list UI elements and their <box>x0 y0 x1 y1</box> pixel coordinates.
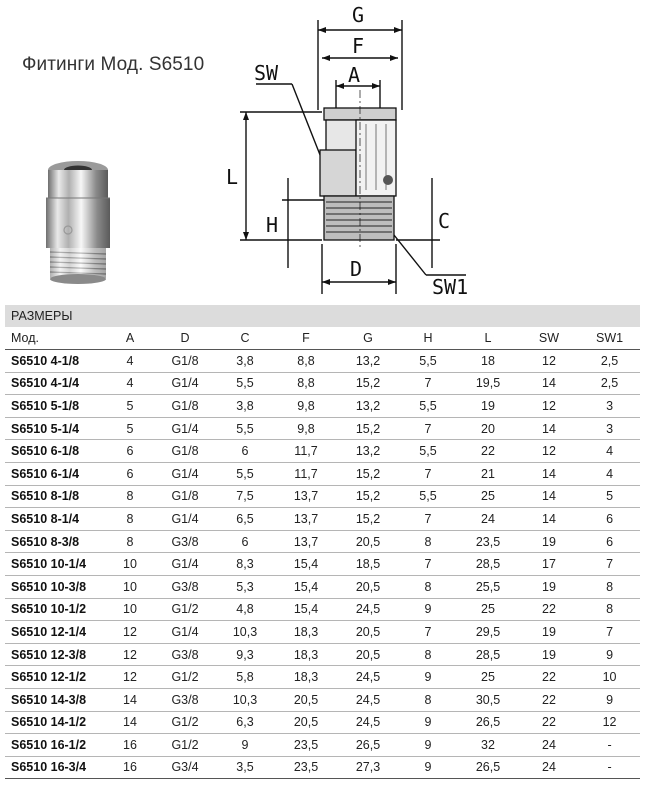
value-cell: 9 <box>399 711 457 734</box>
dim-label-f: F <box>352 34 365 58</box>
value-cell: 12 <box>519 440 579 463</box>
value-cell: 14 <box>519 372 579 395</box>
value-cell: 13,2 <box>337 440 399 463</box>
column-header: C <box>215 327 275 350</box>
value-cell: 10 <box>105 598 155 621</box>
value-cell: 15,4 <box>275 598 337 621</box>
model-cell: S6510 4-1/4 <box>5 372 105 395</box>
value-cell: 22 <box>519 711 579 734</box>
value-cell: 3,8 <box>215 395 275 418</box>
value-cell: 24 <box>519 756 579 779</box>
value-cell: 12 <box>519 395 579 418</box>
table-row <box>5 553 640 576</box>
value-cell: 12 <box>519 350 579 373</box>
value-cell: 5 <box>105 395 155 418</box>
value-cell: G3/4 <box>155 756 215 779</box>
value-cell: 6 <box>215 440 275 463</box>
value-cell: 26,5 <box>457 756 519 779</box>
value-cell: 9 <box>399 734 457 757</box>
value-cell: G1/4 <box>155 417 215 440</box>
value-cell: 6 <box>215 530 275 553</box>
value-cell: 22 <box>519 666 579 689</box>
value-cell: 6,3 <box>215 711 275 734</box>
value-cell: 13,7 <box>275 530 337 553</box>
value-cell: 19 <box>519 643 579 666</box>
value-cell: 10 <box>105 575 155 598</box>
value-cell: G1/4 <box>155 621 215 644</box>
value-cell: G1/2 <box>155 711 215 734</box>
value-cell: 11,7 <box>275 440 337 463</box>
value-cell: 24 <box>457 508 519 531</box>
value-cell: 13,7 <box>275 508 337 531</box>
value-cell: 8 <box>105 508 155 531</box>
value-cell: G1/8 <box>155 395 215 418</box>
value-cell: G3/8 <box>155 530 215 553</box>
value-cell: 5,5 <box>215 372 275 395</box>
table-row <box>5 395 640 418</box>
value-cell: 7 <box>399 372 457 395</box>
value-cell: 15,2 <box>337 372 399 395</box>
value-cell: 15,2 <box>337 485 399 508</box>
value-cell: 11,7 <box>275 462 337 485</box>
value-cell: 8,8 <box>275 372 337 395</box>
value-cell: 18,3 <box>275 643 337 666</box>
column-header: F <box>275 327 337 350</box>
value-cell: 20,5 <box>275 688 337 711</box>
value-cell: 15,2 <box>337 508 399 531</box>
value-cell: G1/8 <box>155 350 215 373</box>
value-cell: 6 <box>105 462 155 485</box>
value-cell: 19 <box>519 621 579 644</box>
value-cell: 7 <box>579 553 640 576</box>
model-cell: S6510 12-1/2 <box>5 666 105 689</box>
table-row <box>5 643 640 666</box>
value-cell: 13,2 <box>337 350 399 373</box>
value-cell: 22 <box>457 440 519 463</box>
value-cell: 13,7 <box>275 485 337 508</box>
value-cell: G3/8 <box>155 643 215 666</box>
model-cell: S6510 14-1/2 <box>5 711 105 734</box>
model-cell: S6510 8-3/8 <box>5 530 105 553</box>
value-cell: 4,8 <box>215 598 275 621</box>
value-cell: 23,5 <box>457 530 519 553</box>
value-cell: 9 <box>579 643 640 666</box>
column-header: H <box>399 327 457 350</box>
value-cell: 4 <box>105 372 155 395</box>
dim-label-h: H <box>266 213 279 237</box>
value-cell: 3 <box>579 395 640 418</box>
value-cell: 20,5 <box>337 621 399 644</box>
table-row <box>5 462 640 485</box>
value-cell: 7,5 <box>215 485 275 508</box>
model-cell: S6510 12-1/4 <box>5 621 105 644</box>
value-cell: G1/4 <box>155 462 215 485</box>
value-cell: G1/2 <box>155 666 215 689</box>
value-cell: - <box>579 734 640 757</box>
value-cell: 23,5 <box>275 734 337 757</box>
value-cell: G1/4 <box>155 553 215 576</box>
value-cell: 6 <box>105 440 155 463</box>
value-cell: 16 <box>105 756 155 779</box>
value-cell: 7 <box>579 621 640 644</box>
table-row <box>5 734 640 757</box>
value-cell: 25 <box>457 666 519 689</box>
value-cell: 12 <box>105 621 155 644</box>
value-cell: 3,8 <box>215 350 275 373</box>
table-row <box>5 485 640 508</box>
model-cell: S6510 8-1/4 <box>5 508 105 531</box>
value-cell: 25 <box>457 485 519 508</box>
value-cell: 24,5 <box>337 598 399 621</box>
value-cell: 12 <box>105 666 155 689</box>
value-cell: G3/8 <box>155 688 215 711</box>
model-cell: S6510 10-1/4 <box>5 553 105 576</box>
model-cell: S6510 4-1/8 <box>5 350 105 373</box>
model-cell: S6510 5-1/8 <box>5 395 105 418</box>
dim-label-sw1: SW1 <box>432 275 469 299</box>
column-header: Мод. <box>5 327 105 350</box>
value-cell: 18,3 <box>275 666 337 689</box>
value-cell: G1/4 <box>155 372 215 395</box>
value-cell: 24 <box>519 734 579 757</box>
value-cell: 30,5 <box>457 688 519 711</box>
table-row <box>5 350 640 373</box>
value-cell: 28,5 <box>457 643 519 666</box>
column-header: SW <box>519 327 579 350</box>
column-header: D <box>155 327 215 350</box>
value-cell: 25,5 <box>457 575 519 598</box>
value-cell: 2,5 <box>579 372 640 395</box>
value-cell: 32 <box>457 734 519 757</box>
value-cell: 8,3 <box>215 553 275 576</box>
table-section-header <box>5 305 640 327</box>
page-title: Фитинги Мод. S6510 <box>22 54 205 75</box>
model-cell: S6510 10-1/2 <box>5 598 105 621</box>
value-cell: 9 <box>215 734 275 757</box>
dim-label-d: D <box>350 257 363 281</box>
value-cell: G1/8 <box>155 485 215 508</box>
value-cell: 6 <box>579 508 640 531</box>
value-cell: 10,3 <box>215 688 275 711</box>
value-cell: 5,5 <box>399 395 457 418</box>
value-cell: 15,4 <box>275 553 337 576</box>
table-row <box>5 688 640 711</box>
model-cell: S6510 6-1/8 <box>5 440 105 463</box>
value-cell: 8 <box>399 575 457 598</box>
value-cell: 18,3 <box>275 621 337 644</box>
value-cell: G3/8 <box>155 575 215 598</box>
model-cell: S6510 16-1/2 <box>5 734 105 757</box>
value-cell: 26,5 <box>337 734 399 757</box>
value-cell: 14 <box>105 711 155 734</box>
table-body <box>5 350 640 779</box>
dimensions-table <box>5 305 640 779</box>
table-row <box>5 440 640 463</box>
value-cell: 27,3 <box>337 756 399 779</box>
value-cell: 9,8 <box>275 395 337 418</box>
value-cell: 5,5 <box>215 462 275 485</box>
model-cell: S6510 14-3/8 <box>5 688 105 711</box>
value-cell: 9,3 <box>215 643 275 666</box>
column-header: SW1 <box>579 327 640 350</box>
value-cell: 28,5 <box>457 553 519 576</box>
column-header: A <box>105 327 155 350</box>
table-row <box>5 711 640 734</box>
value-cell: 19 <box>519 575 579 598</box>
value-cell: 15,2 <box>337 417 399 440</box>
value-cell: 7 <box>399 621 457 644</box>
value-cell: 8,8 <box>275 350 337 373</box>
column-header: G <box>337 327 399 350</box>
value-cell: 22 <box>519 688 579 711</box>
table-row <box>5 372 640 395</box>
table-row <box>5 575 640 598</box>
value-cell: 14 <box>519 417 579 440</box>
value-cell: 12 <box>579 711 640 734</box>
model-cell: S6510 10-3/8 <box>5 575 105 598</box>
technical-drawing <box>226 0 486 300</box>
value-cell: 20 <box>457 417 519 440</box>
table-row <box>5 621 640 644</box>
value-cell: 14 <box>519 508 579 531</box>
value-cell: 16 <box>105 734 155 757</box>
table-row <box>5 530 640 553</box>
value-cell: 8 <box>105 485 155 508</box>
value-cell: 18,5 <box>337 553 399 576</box>
table-row <box>5 598 640 621</box>
model-cell: S6510 12-3/8 <box>5 643 105 666</box>
value-cell: 24,5 <box>337 666 399 689</box>
value-cell: 5 <box>105 417 155 440</box>
value-cell: 19,5 <box>457 372 519 395</box>
value-cell: 5,5 <box>399 485 457 508</box>
value-cell: 5,5 <box>215 417 275 440</box>
dim-label-a: A <box>348 63 361 87</box>
value-cell: 7 <box>399 508 457 531</box>
value-cell: 5,5 <box>399 440 457 463</box>
value-cell: 15,2 <box>337 462 399 485</box>
value-cell: 8 <box>105 530 155 553</box>
value-cell: 2,5 <box>579 350 640 373</box>
value-cell: 22 <box>519 598 579 621</box>
value-cell: 19 <box>519 530 579 553</box>
value-cell: 20,5 <box>337 530 399 553</box>
value-cell: 24,5 <box>337 711 399 734</box>
value-cell: 8 <box>579 598 640 621</box>
value-cell: 8 <box>399 530 457 553</box>
value-cell: 3 <box>579 417 640 440</box>
value-cell: G1/2 <box>155 734 215 757</box>
value-cell: 24,5 <box>337 688 399 711</box>
fitting-photo <box>38 158 118 288</box>
value-cell: 8 <box>579 575 640 598</box>
table-row <box>5 508 640 531</box>
dim-label-sw: SW <box>254 61 279 85</box>
value-cell: 12 <box>105 643 155 666</box>
model-cell: S6510 16-3/4 <box>5 756 105 779</box>
value-cell: 9 <box>579 688 640 711</box>
value-cell: 18 <box>457 350 519 373</box>
value-cell: 10,3 <box>215 621 275 644</box>
value-cell: 3,5 <box>215 756 275 779</box>
value-cell: 7 <box>399 417 457 440</box>
value-cell: 25 <box>457 598 519 621</box>
model-cell: S6510 6-1/4 <box>5 462 105 485</box>
value-cell: 13,2 <box>337 395 399 418</box>
value-cell: 4 <box>579 440 640 463</box>
value-cell: 9 <box>399 598 457 621</box>
value-cell: 5,3 <box>215 575 275 598</box>
value-cell: 19 <box>457 395 519 418</box>
value-cell: 4 <box>579 462 640 485</box>
value-cell: 5 <box>579 485 640 508</box>
dim-label-l: L <box>226 165 239 189</box>
value-cell: 10 <box>105 553 155 576</box>
value-cell: 9 <box>399 666 457 689</box>
value-cell: 23,5 <box>275 756 337 779</box>
value-cell: 5,5 <box>399 350 457 373</box>
value-cell: 14 <box>519 485 579 508</box>
value-cell: 20,5 <box>275 711 337 734</box>
value-cell: 7 <box>399 462 457 485</box>
value-cell: 14 <box>519 462 579 485</box>
value-cell: - <box>579 756 640 779</box>
value-cell: 17 <box>519 553 579 576</box>
value-cell: 9,8 <box>275 417 337 440</box>
value-cell: 20,5 <box>337 575 399 598</box>
value-cell: 15,4 <box>275 575 337 598</box>
value-cell: G1/8 <box>155 440 215 463</box>
value-cell: 9 <box>399 756 457 779</box>
dim-label-g: G <box>352 3 365 27</box>
table-row <box>5 417 640 440</box>
value-cell: 6,5 <box>215 508 275 531</box>
value-cell: G1/4 <box>155 508 215 531</box>
value-cell: 4 <box>105 350 155 373</box>
value-cell: 8 <box>399 688 457 711</box>
value-cell: 5,8 <box>215 666 275 689</box>
dim-label-c: C <box>438 209 451 233</box>
section-title: РАЗМЕРЫ <box>5 305 640 327</box>
value-cell: 6 <box>579 530 640 553</box>
value-cell: 8 <box>399 643 457 666</box>
model-cell: S6510 8-1/8 <box>5 485 105 508</box>
value-cell: 26,5 <box>457 711 519 734</box>
value-cell: 7 <box>399 553 457 576</box>
table-row <box>5 756 640 779</box>
value-cell: 21 <box>457 462 519 485</box>
table-column-header <box>5 327 640 350</box>
table-row <box>5 666 640 689</box>
column-header: L <box>457 327 519 350</box>
value-cell: 29,5 <box>457 621 519 644</box>
value-cell: G1/2 <box>155 598 215 621</box>
value-cell: 10 <box>579 666 640 689</box>
value-cell: 14 <box>105 688 155 711</box>
model-cell: S6510 5-1/4 <box>5 417 105 440</box>
value-cell: 20,5 <box>337 643 399 666</box>
